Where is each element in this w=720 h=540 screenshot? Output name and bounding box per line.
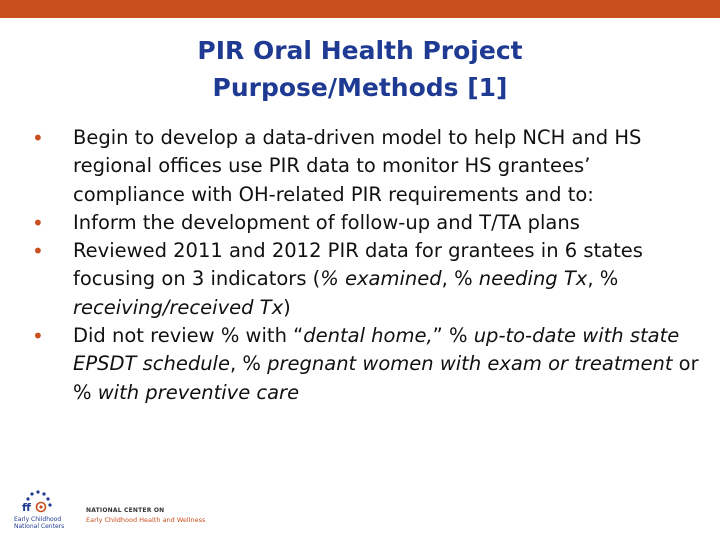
- title-line-2: Purpose/Methods [1]: [212, 73, 508, 102]
- svg-text:ff: ff: [22, 501, 31, 514]
- slide-title: [0, 32, 720, 106]
- bullet-text: ): [283, 295, 291, 319]
- bullet-text-italic: needing Tx: [478, 267, 588, 291]
- bullet-text: ” %: [432, 324, 474, 348]
- bullet-text-italic: dental home,: [303, 324, 433, 348]
- bullet-text: Reviewed 2011 and 2012 PIR data for grantees in 6 states focusing on 3 indicators (: [73, 239, 643, 291]
- bullet-text: Begin to develop a data-driven model to help NCH and HS regional offices use PIR data to monitor HS grantees’ compliance with OH-related PIR requirements and to:: [73, 126, 642, 206]
- bullet-dot-icon: •: [32, 126, 44, 150]
- bullet-text-italic: with preventive care: [97, 380, 300, 404]
- bullet-text: Inform the development of follow-up and T/TA plans: [73, 210, 580, 234]
- bullet-item: [32, 237, 704, 322]
- bullet-text-italic: % examined: [320, 267, 442, 291]
- bullet-item: [32, 124, 704, 209]
- bullet-text-italic: pregnant women with exam or treatment: [267, 352, 673, 376]
- bullet-item: [32, 322, 704, 407]
- bullet-dot-icon: •: [32, 239, 44, 264]
- bullet-text-italic: receiving/received Tx: [73, 295, 284, 319]
- bullet-dot-icon: •: [32, 210, 44, 235]
- bullet-list: [32, 124, 704, 407]
- logo-caption-line-2: National Centers: [14, 523, 65, 530]
- bullet-text: , %: [587, 267, 619, 291]
- bullet-dot-icon: •: [32, 324, 44, 349]
- logo-caption-line-1: Early Childhood: [14, 516, 62, 523]
- bullet-text: , %: [441, 267, 479, 291]
- center-name: Early Childhood Health and Wellness: [86, 516, 206, 524]
- bullet-text: , %: [229, 352, 268, 376]
- top-accent-bar: [0, 0, 720, 18]
- bullet-item: [32, 209, 704, 237]
- logo-caption: [14, 516, 64, 530]
- footer-logo: [8, 486, 208, 536]
- bullet-text: Did not review % with “: [73, 324, 304, 348]
- bullet-text: or %: [73, 352, 699, 404]
- bullet-text-italic: up-to-date with state EPSDT schedule: [73, 324, 680, 376]
- center-label: NATIONAL CENTER ON: [86, 507, 165, 514]
- title-line-1: PIR Oral Health Project: [197, 36, 523, 65]
